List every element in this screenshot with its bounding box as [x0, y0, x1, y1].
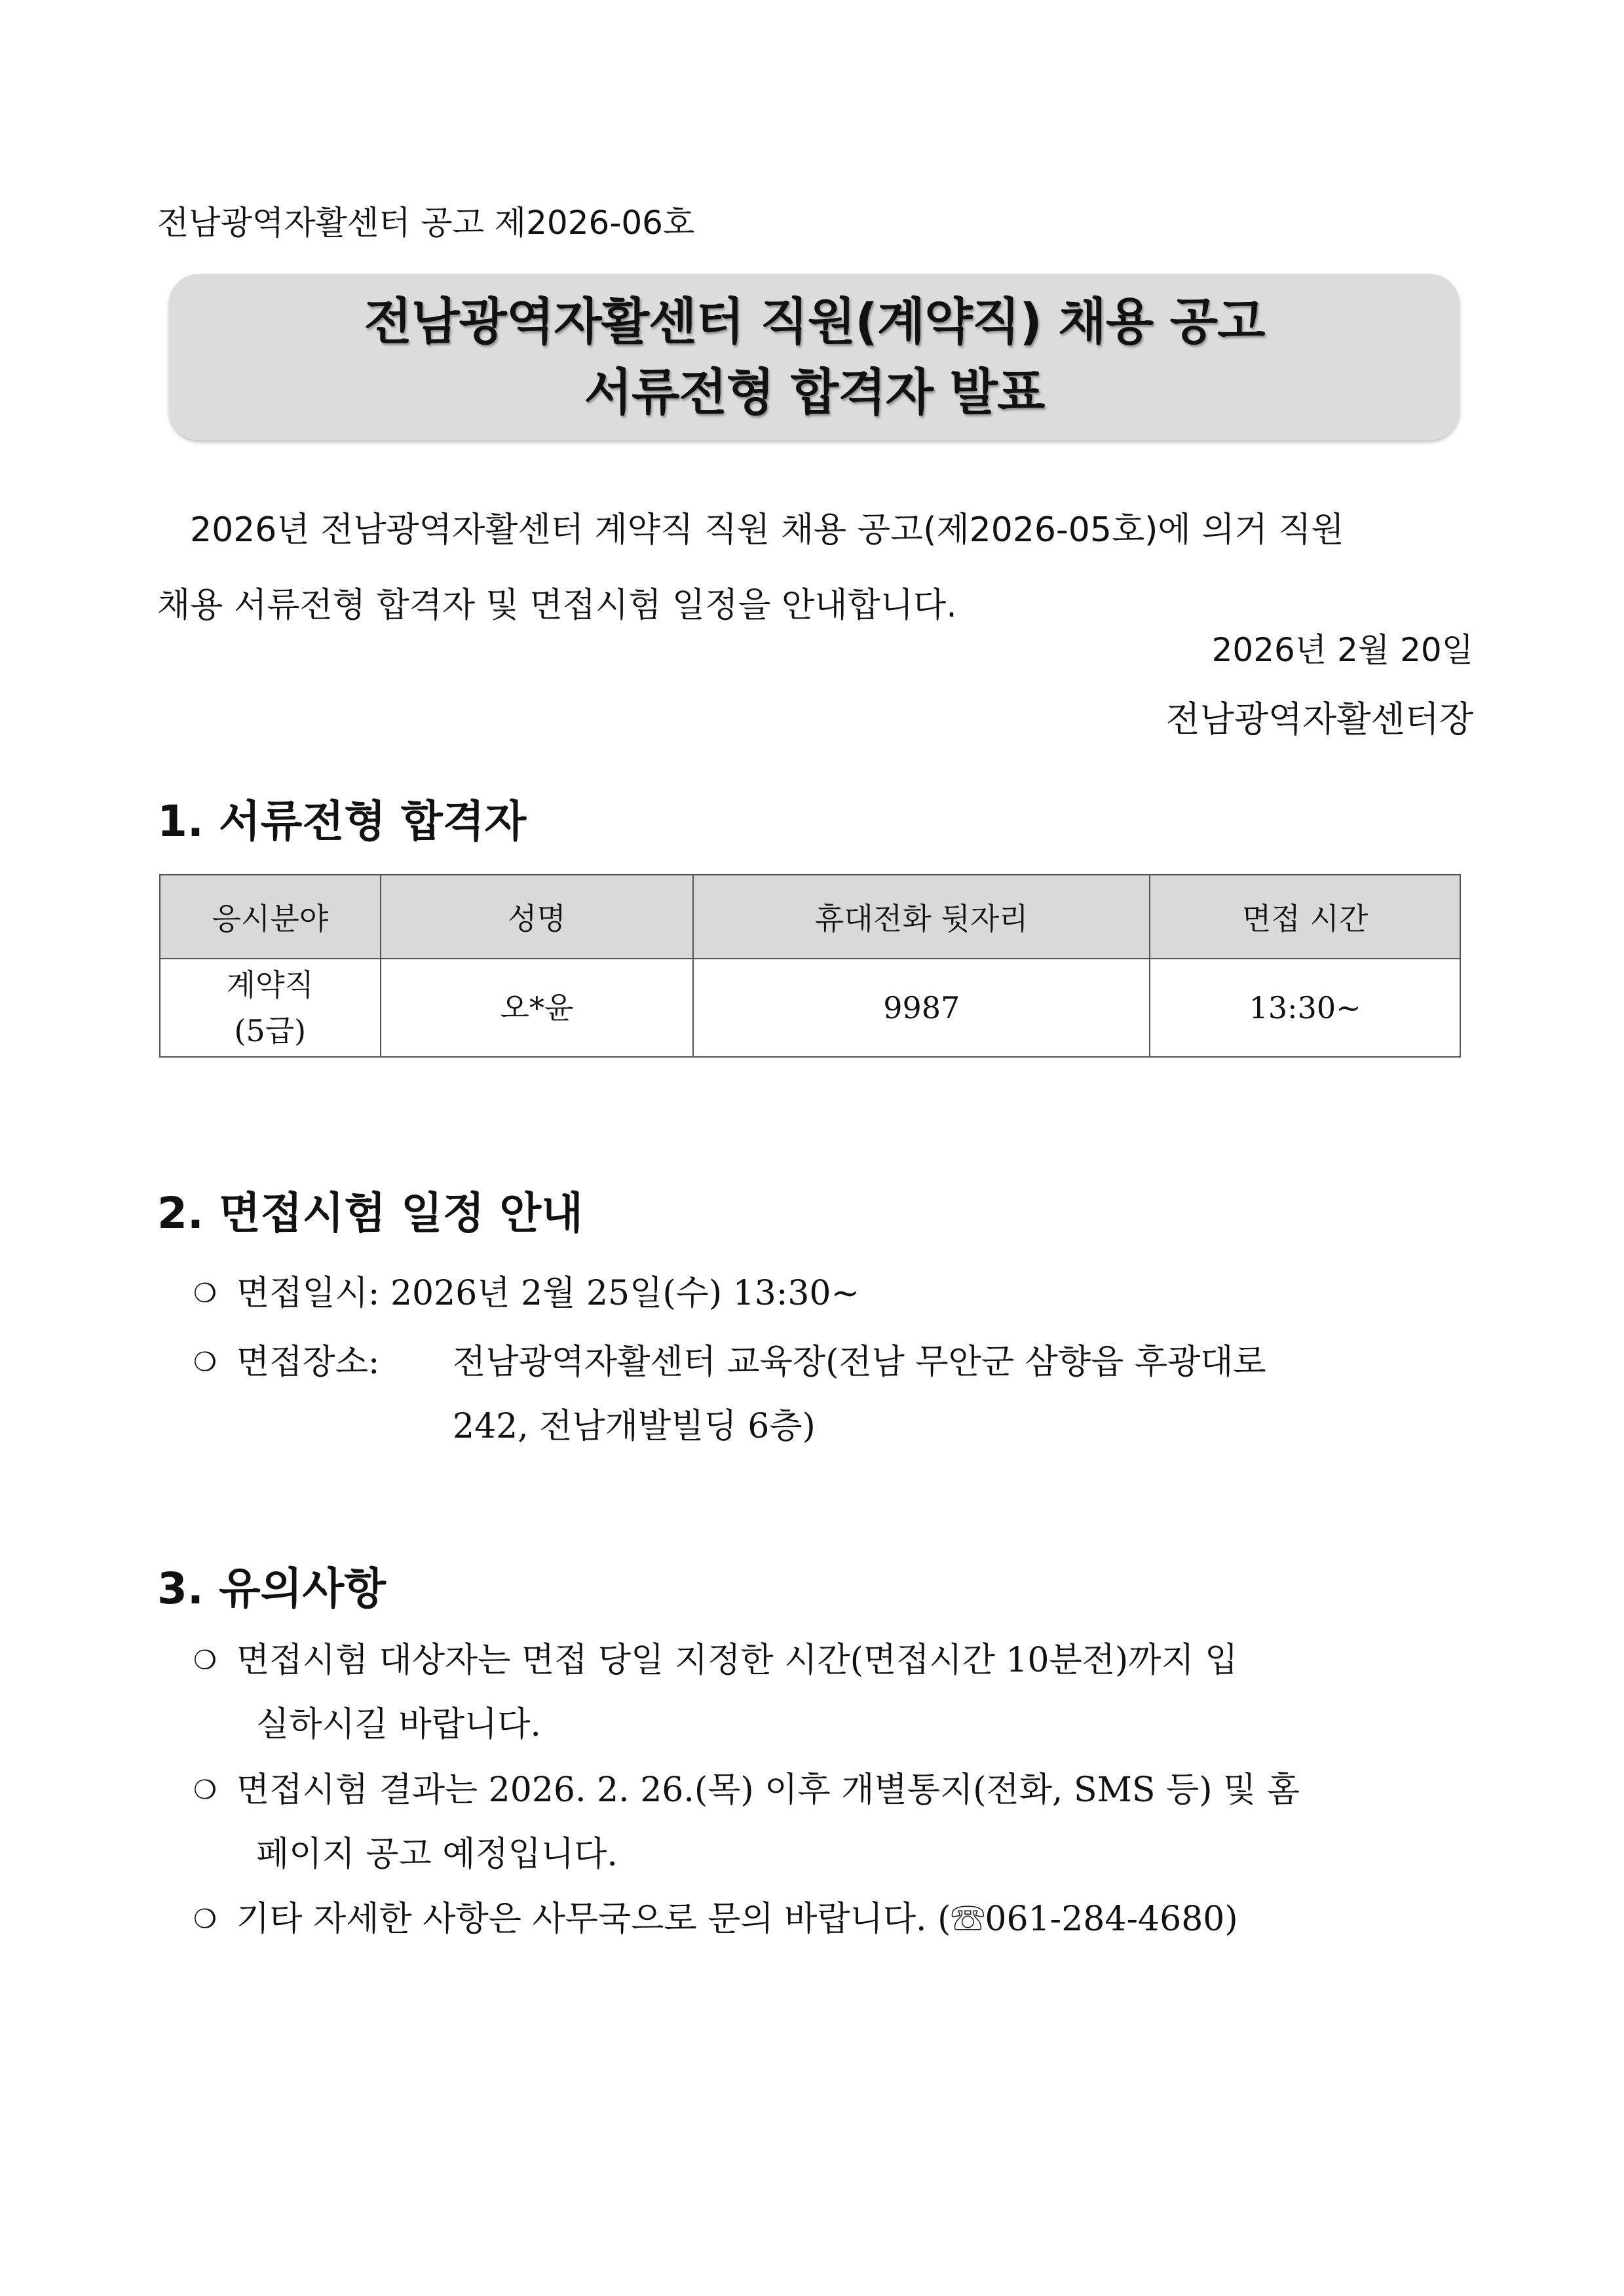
notice-number: 전남광역자활센터 공고 제2026-06호 — [157, 204, 695, 242]
cell-time: 13:30~ — [1150, 959, 1460, 1057]
note-item-2 — [193, 1758, 1477, 1886]
section-1-heading: 1. 서류전형 합격자 — [157, 796, 527, 847]
note-text-3: 기타 자세한 사항은 사무국으로 문의 바랍니다. (☏061-284-4680) — [236, 1900, 1238, 1939]
cell-field-line-1: 계약직 — [226, 967, 314, 1003]
note-2-line-1: 면접시험 결과는 2026. 2. 26.(목) 이후 개별통지(전화, SMS 등) 및 홈 — [236, 1770, 1300, 1810]
intro-line-2: 채용 서류전형 합격자 및 면접시험 일정을 안내합니다. — [157, 586, 957, 625]
results-table — [159, 874, 1461, 1058]
title-line-1: 전남광역자활센터 직원(계약직) 채용 공고 — [364, 292, 1265, 351]
cell-phone: 9987 — [693, 959, 1150, 1057]
interview-place-line-2: 242, 전남개발빌딩 6층) — [453, 1407, 816, 1446]
header-field: 응시분야 — [160, 875, 381, 959]
note-item-1 — [193, 1628, 1477, 1757]
interview-place-item — [193, 1330, 1477, 1459]
title-box — [169, 274, 1460, 440]
cell-name: 오*윤 — [381, 959, 693, 1057]
section-3-heading: 3. 유의사항 — [157, 1563, 386, 1614]
interview-place-line-1: 전남광역자활센터 교육장(전남 무안군 삼향읍 후광대로 — [453, 1343, 1266, 1382]
bullet-circle-icon: ❍ — [193, 1775, 217, 1805]
note-1-line-1: 면접시험 대상자는 면접 당일 지정한 시간(면접시간 10분전)까지 입 — [236, 1641, 1238, 1680]
announcement-date: 2026년 2월 20일 — [1211, 631, 1473, 669]
header-name: 성명 — [381, 875, 693, 959]
note-item-3 — [193, 1887, 1477, 1951]
interview-date-text: 면접일시: 2026년 2월 25일(수) 13:30~ — [236, 1274, 860, 1313]
intro-line-1: 2026년 전남광역자활센터 계약직 직원 채용 공고(제2026-05호)에 의거 직원 — [190, 510, 1344, 550]
interview-place-text — [453, 1330, 1477, 1459]
note-1-line-2: 실하시길 바랍니다. — [256, 1705, 541, 1744]
intro-paragraph — [157, 493, 1474, 643]
bullet-circle-icon: ❍ — [193, 1278, 217, 1309]
interview-date-item — [193, 1261, 1458, 1326]
note-2-line-2: 페이지 공고 예정입니다. — [256, 1835, 618, 1874]
cell-field — [160, 959, 381, 1057]
bullet-circle-icon: ❍ — [193, 1904, 217, 1934]
title-line-2: 서류전형 합격자 발표 — [584, 363, 1045, 421]
note-text-2 — [236, 1758, 1475, 1886]
table-row — [160, 959, 1460, 1057]
note-text-1 — [236, 1628, 1475, 1757]
cell-field-line-2: (5급) — [234, 1013, 307, 1048]
section-2-heading: 2. 면접시험 일정 안내 — [157, 1188, 583, 1238]
bullet-circle-icon: ❍ — [193, 1645, 217, 1675]
issuer: 전남광역자활센터장 — [1165, 698, 1473, 740]
bullet-circle-icon: ❍ — [193, 1347, 217, 1377]
interview-place-label: 면접장소: — [236, 1343, 380, 1382]
header-time: 면접 시간 — [1150, 875, 1460, 959]
table-header-row — [160, 875, 1460, 959]
header-phone: 휴대전화 뒷자리 — [693, 875, 1150, 959]
